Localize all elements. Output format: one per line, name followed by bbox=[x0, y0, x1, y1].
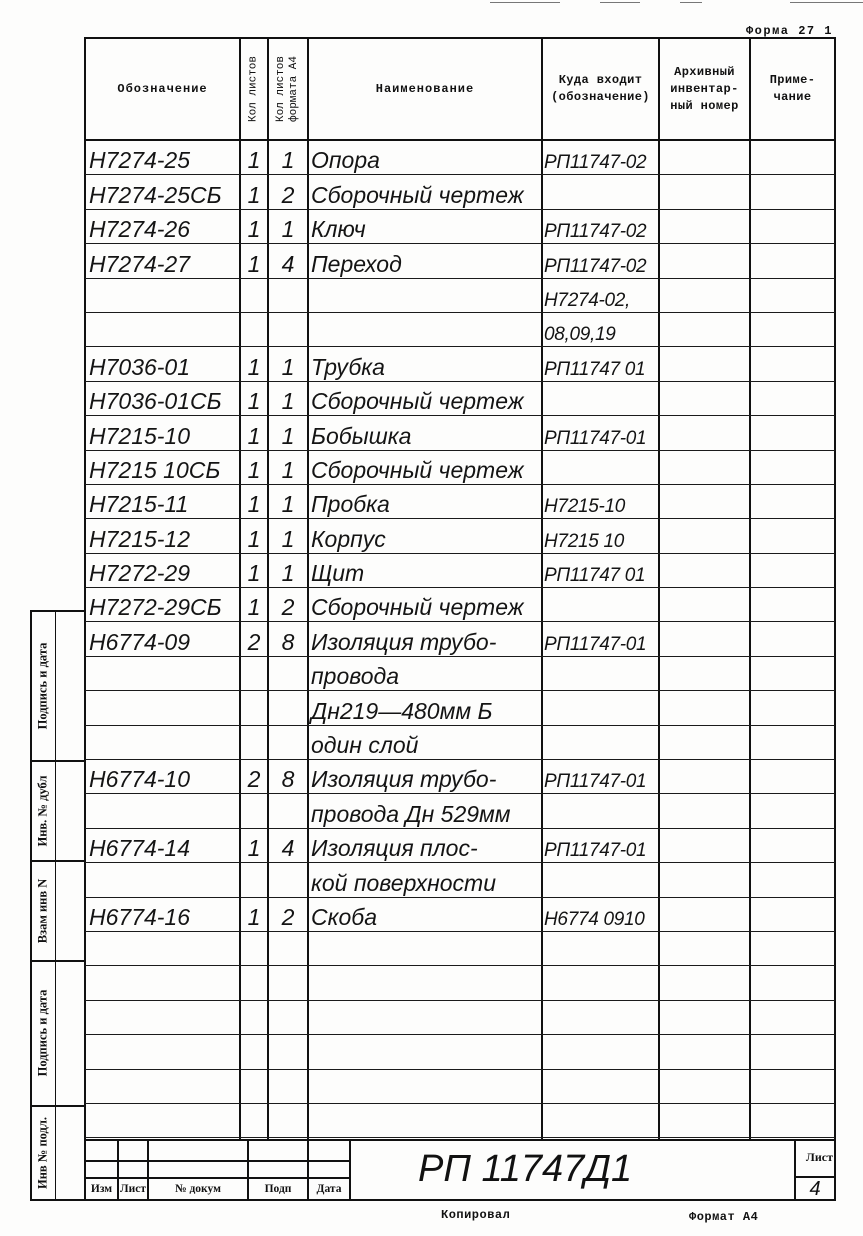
cell-name: Опора bbox=[311, 147, 380, 174]
cell-used-in: РП11747-02 bbox=[544, 255, 647, 277]
cell-name: Изоляция трубо- bbox=[311, 766, 497, 793]
table-row bbox=[85, 485, 835, 519]
stamp-change-label: Изм bbox=[90, 1183, 113, 1195]
table-row bbox=[85, 794, 835, 828]
cell-sheets: 1 bbox=[247, 250, 261, 277]
cell-name: Трубка bbox=[311, 353, 385, 380]
header-note bbox=[750, 38, 835, 140]
cell-used-in: Н7274-02, bbox=[544, 289, 631, 311]
cell-designation: Н6774-14 bbox=[89, 835, 191, 862]
strip-label-text: Инв № подл. bbox=[35, 1116, 50, 1189]
cell-name: провода bbox=[311, 663, 400, 690]
cell-designation: Н7274-25 bbox=[89, 147, 191, 174]
empty-table-row bbox=[85, 1035, 835, 1069]
cell-sheets: 1 bbox=[247, 216, 261, 243]
cell-used-in: РП11747-02 bbox=[544, 221, 647, 243]
table-row bbox=[85, 657, 835, 691]
cell-sheets: 2 bbox=[247, 628, 261, 655]
document-code: РП 11747Д1 bbox=[418, 1148, 633, 1190]
header-sheet-count-label: Кол листов bbox=[247, 55, 260, 123]
strip-original-inventory bbox=[31, 1106, 55, 1199]
cell-sheets-a4: 4 bbox=[281, 250, 295, 277]
header-name-label: Наименование bbox=[375, 81, 475, 96]
header-note-line2: чание bbox=[773, 90, 812, 104]
cell-name: Бобышка bbox=[311, 422, 412, 449]
cell-used-in: РП11747-01 bbox=[544, 771, 647, 793]
strip-label-text: Подпись и дата bbox=[35, 989, 50, 1077]
table-row bbox=[85, 313, 835, 347]
cell-name: кой поверхности bbox=[311, 869, 496, 896]
cell-sheets: 2 bbox=[247, 766, 261, 793]
table-row bbox=[85, 829, 835, 863]
cell-sheets-a4: 1 bbox=[281, 388, 295, 415]
cell-used-in: 08,09,19 bbox=[544, 324, 616, 346]
cell-sheets: 1 bbox=[247, 353, 261, 380]
header-note-line1: Приме- bbox=[769, 73, 816, 87]
header-sheet-count bbox=[240, 38, 268, 140]
format-label: Формат А4 bbox=[689, 1210, 759, 1224]
empty-table-row bbox=[85, 1001, 835, 1035]
cell-sheets-a4: 1 bbox=[281, 525, 295, 552]
cell-sheets-a4: 2 bbox=[281, 181, 295, 208]
scan-edge-mark bbox=[790, 2, 863, 3]
cell-sheets-a4: 1 bbox=[281, 216, 295, 243]
cell-designation: Н7272-29СБ bbox=[89, 594, 222, 621]
cell-used-in: РП11747-01 bbox=[544, 427, 647, 449]
stamp-row-line bbox=[85, 1160, 350, 1162]
cell-sheets-a4: 1 bbox=[281, 353, 295, 380]
table-row bbox=[85, 622, 835, 656]
cell-name: Скоба bbox=[311, 903, 377, 930]
header-sheet-count-a4-line2: формата А4 bbox=[288, 55, 300, 123]
header-archive-line3: ный номер bbox=[670, 98, 739, 113]
cell-sheets: 1 bbox=[247, 181, 261, 208]
empty-table-row bbox=[85, 1104, 835, 1138]
cell-name: Дн219—480мм Б bbox=[311, 697, 493, 724]
cell-used-in: РП11747-01 bbox=[544, 840, 647, 862]
header-used-in bbox=[542, 38, 659, 140]
cell-name: Сборочный чертеж bbox=[311, 456, 524, 483]
table-row bbox=[85, 416, 835, 450]
cell-name: Сборочный чертеж bbox=[311, 181, 524, 208]
header-designation bbox=[85, 38, 240, 140]
cell-sheets-a4: 2 bbox=[281, 594, 295, 621]
strip-label-text: Инв. № дубл bbox=[35, 775, 50, 846]
header-archive-line1: Архивный bbox=[674, 64, 735, 79]
table-row bbox=[85, 760, 835, 794]
strip-label-text: Взам инв N bbox=[35, 878, 50, 943]
scan-edge-mark bbox=[600, 2, 640, 3]
page-label: Лист bbox=[805, 1150, 833, 1164]
page-number: 4 bbox=[809, 1178, 821, 1200]
header-sheet-count-a4 bbox=[268, 38, 308, 140]
table-row bbox=[85, 347, 835, 381]
table-row bbox=[85, 519, 835, 553]
cell-name: Изоляция трубо- bbox=[311, 628, 497, 655]
cell-sheets-a4: 1 bbox=[281, 491, 295, 518]
cell-sheets: 1 bbox=[247, 594, 261, 621]
cell-designation: Н7272-29 bbox=[89, 560, 191, 587]
cell-designation: Н6774-09 bbox=[89, 628, 191, 655]
cell-used-in: РП11747 01 bbox=[544, 358, 646, 380]
cell-used-in: РП11747 01 bbox=[544, 565, 646, 587]
header-archive-line2: инвентар- bbox=[670, 81, 739, 96]
cell-name: Пробка bbox=[311, 491, 390, 518]
cell-name: провода Дн 529мм bbox=[311, 800, 511, 827]
strip-duplicate-inventory bbox=[31, 761, 55, 860]
cell-sheets: 1 bbox=[247, 903, 261, 930]
cell-designation: Н6774-16 bbox=[89, 903, 191, 930]
table-row bbox=[85, 451, 835, 485]
cell-designation: Н6774-10 bbox=[89, 766, 191, 793]
header-sheet-count-a4-line1: Кол листов bbox=[275, 55, 287, 123]
cell-sheets: 1 bbox=[247, 835, 261, 862]
table-row bbox=[85, 244, 835, 278]
cell-designation: Н7274-27 bbox=[89, 250, 191, 277]
cell-sheets: 1 bbox=[247, 525, 261, 552]
strip-line bbox=[55, 610, 56, 1200]
form-label: Форма 27 1 bbox=[745, 24, 833, 38]
stamp-signature-label: Подп bbox=[264, 1183, 292, 1195]
strip-label-text: Подпись и дата bbox=[35, 642, 50, 729]
cell-used-in: Н7215 10 bbox=[544, 530, 625, 552]
empty-table-row bbox=[85, 966, 835, 1000]
cell-name: Изоляция плос- bbox=[311, 835, 478, 862]
strip-signature-date-bottom bbox=[31, 961, 55, 1105]
cell-sheets-a4: 2 bbox=[281, 903, 295, 930]
cell-used-in: РП11747-01 bbox=[544, 633, 647, 655]
scan-edge-mark bbox=[490, 2, 560, 3]
table-row bbox=[85, 863, 835, 897]
cell-sheets-a4: 1 bbox=[281, 560, 295, 587]
header-used-in-line1: Куда входит bbox=[558, 73, 643, 87]
strip-signature-date-top bbox=[31, 611, 55, 760]
table-row bbox=[85, 554, 835, 588]
stamp-doc-no-label: № докум bbox=[175, 1183, 221, 1195]
empty-table-row bbox=[85, 932, 835, 966]
cell-designation: Н7215-10 bbox=[89, 422, 191, 449]
cell-sheets: 1 bbox=[247, 147, 261, 174]
cell-name: Переход bbox=[311, 250, 402, 277]
strip-replacement-inventory bbox=[31, 861, 55, 960]
copied-label: Копировал bbox=[441, 1208, 511, 1222]
cell-designation: Н7215-12 bbox=[89, 525, 191, 552]
cell-designation: Н7274-25СБ bbox=[89, 181, 222, 208]
cell-sheets: 1 bbox=[247, 456, 261, 483]
table-row bbox=[85, 279, 835, 313]
cell-used-in: Н7215-10 bbox=[544, 496, 626, 518]
table-row bbox=[85, 382, 835, 416]
cell-name: Сборочный чертеж bbox=[311, 388, 524, 415]
stamp-top-line bbox=[85, 1139, 835, 1141]
strip-line bbox=[30, 1199, 85, 1201]
cell-name: Ключ bbox=[311, 216, 366, 243]
cell-sheets-a4: 1 bbox=[281, 456, 295, 483]
header-name bbox=[308, 38, 542, 140]
cell-sheets-a4: 1 bbox=[281, 147, 295, 174]
table-row bbox=[85, 141, 835, 175]
cell-designation: Н7215 10СБ bbox=[89, 456, 221, 483]
table-row bbox=[85, 175, 835, 209]
cell-name: Щит bbox=[311, 560, 365, 587]
scan-edge-mark bbox=[680, 2, 702, 3]
header-used-in-line2: (обозначение) bbox=[551, 90, 650, 104]
cell-designation: Н7036-01 bbox=[89, 353, 191, 380]
header-designation-label: Обозначение bbox=[117, 81, 208, 96]
stamp-sheet-label: Лист bbox=[120, 1183, 146, 1195]
empty-table-row bbox=[85, 1070, 835, 1104]
cell-name: Корпус bbox=[311, 525, 386, 552]
specification-rows bbox=[85, 141, 835, 1138]
cell-sheets-a4: 4 bbox=[281, 835, 295, 862]
cell-sheets-a4: 1 bbox=[281, 422, 295, 449]
stamp-row-line bbox=[85, 1177, 350, 1179]
cell-sheets-a4: 8 bbox=[281, 766, 295, 793]
cell-sheets: 1 bbox=[247, 388, 261, 415]
cell-designation: Н7215-11 bbox=[89, 491, 189, 518]
cell-designation: Н7036-01СБ bbox=[89, 388, 222, 415]
table-row bbox=[85, 691, 835, 725]
stamp-date-label: Дата bbox=[316, 1183, 342, 1195]
table-row bbox=[85, 210, 835, 244]
cell-sheets: 1 bbox=[247, 560, 261, 587]
header-archive-number bbox=[659, 38, 750, 140]
cell-sheets: 1 bbox=[247, 422, 261, 449]
cell-used-in: Н6774 0910 bbox=[544, 908, 645, 930]
cell-sheets-a4: 8 bbox=[281, 628, 295, 655]
cell-name: Сборочный чертеж bbox=[311, 594, 524, 621]
table-row bbox=[85, 588, 835, 622]
cell-designation: Н7274-26 bbox=[89, 216, 191, 243]
table-row bbox=[85, 726, 835, 760]
cell-name: один слой bbox=[311, 732, 419, 759]
cell-used-in: РП11747-02 bbox=[544, 152, 647, 174]
table-row bbox=[85, 898, 835, 932]
cell-sheets: 1 bbox=[247, 491, 261, 518]
